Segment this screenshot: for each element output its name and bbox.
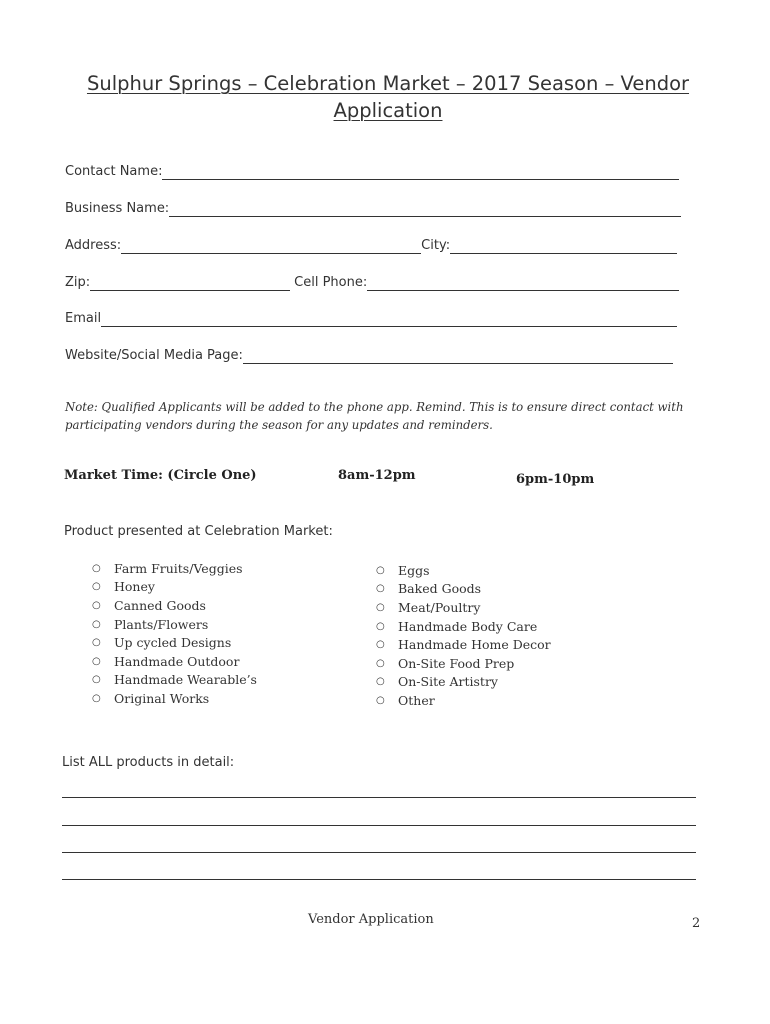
- product-label: Baked Goods: [398, 581, 482, 597]
- note-text: Note: Qualified Applicants will be added to the phone app. Remind. This is to ensure direct contact with participating vendors during the season for any updates and reminders.: [65, 400, 684, 432]
- business-name-field[interactable]: [65, 195, 681, 217]
- circle-bullet-icon: ○: [92, 618, 101, 630]
- product-label: Farm Fruits/Veggies: [114, 560, 243, 576]
- circle-bullet-icon: ○: [376, 657, 385, 669]
- product-label: Honey: [114, 579, 155, 595]
- product-label: Handmade Outdoor: [114, 653, 240, 669]
- product-label: Handmade Body Care: [398, 618, 538, 634]
- product-label: Up cycled Designs: [114, 635, 232, 651]
- circle-bullet-icon: ○: [92, 581, 101, 593]
- product-label: Eggs: [398, 562, 430, 578]
- market-time-option-morning[interactable]: 8am-12pm: [338, 468, 416, 483]
- website-line[interactable]: [243, 351, 673, 364]
- city-label: City:: [421, 238, 451, 253]
- contact-name-label: Contact Name:: [65, 164, 163, 179]
- products-list-right: [376, 561, 551, 710]
- circle-bullet-icon: ○: [92, 637, 101, 649]
- email-label: Email: [65, 311, 102, 326]
- circle-bullet-icon: ○: [92, 655, 101, 667]
- circle-bullet-icon: ○: [92, 599, 101, 611]
- product-detail-line[interactable]: [62, 879, 696, 880]
- products-list-left: [92, 559, 257, 708]
- product-label: Meat/Poultry: [398, 599, 481, 615]
- page-title: [60, 70, 716, 124]
- product-label: On-Site Food Prep: [398, 655, 515, 671]
- website-label: Website/Social Media Page:: [65, 348, 243, 363]
- page-number: 2: [692, 916, 701, 931]
- business-name-label: Business Name:: [65, 201, 170, 216]
- cell-phone-label: Cell Phone:: [294, 275, 368, 290]
- product-option[interactable]: [376, 617, 551, 636]
- circle-bullet-icon: ○: [92, 692, 101, 704]
- circle-bullet-icon: ○: [376, 583, 385, 595]
- product-label: Plants/Flowers: [114, 616, 209, 632]
- footer-text: Vendor Application: [308, 912, 434, 927]
- products-heading: Product presented at Celebration Market:: [64, 524, 333, 539]
- product-option[interactable]: [376, 673, 551, 692]
- list-products-heading: List ALL products in detail:: [62, 755, 235, 770]
- address-line[interactable]: [121, 241, 421, 254]
- product-option[interactable]: [92, 596, 257, 615]
- product-label: On-Site Artistry: [398, 674, 498, 690]
- circle-bullet-icon: ○: [92, 674, 101, 686]
- product-option[interactable]: [376, 654, 551, 673]
- product-option[interactable]: [376, 635, 551, 654]
- product-option[interactable]: [376, 598, 551, 617]
- product-option[interactable]: [376, 580, 551, 599]
- circle-bullet-icon: ○: [376, 676, 385, 688]
- product-option[interactable]: [92, 615, 257, 634]
- product-option[interactable]: [92, 578, 257, 597]
- product-label: Original Works: [114, 690, 210, 706]
- email-line[interactable]: [101, 314, 677, 327]
- product-label: Handmade Home Decor: [398, 637, 551, 653]
- circle-bullet-icon: ○: [376, 601, 385, 613]
- product-option[interactable]: [92, 671, 257, 690]
- product-option[interactable]: [92, 689, 257, 708]
- product-option[interactable]: [376, 691, 551, 710]
- circle-bullet-icon: ○: [376, 694, 385, 706]
- product-detail-line[interactable]: [62, 825, 696, 826]
- email-field[interactable]: [65, 305, 677, 327]
- zip-phone-row: [65, 269, 679, 291]
- contact-name-field[interactable]: [65, 158, 679, 180]
- title-line-1: Sulphur Springs – Celebration Market – 2017 Season – Vendor: [86, 72, 690, 95]
- business-name-line[interactable]: [169, 204, 681, 217]
- address-city-row: [65, 232, 677, 254]
- circle-bullet-icon: ○: [376, 620, 385, 632]
- contact-name-line[interactable]: [162, 167, 679, 180]
- product-option[interactable]: [92, 633, 257, 652]
- market-time-option-evening[interactable]: 6pm-10pm: [516, 472, 595, 487]
- city-line[interactable]: [450, 241, 677, 254]
- circle-bullet-icon: ○: [92, 562, 101, 574]
- product-option[interactable]: [92, 559, 257, 578]
- circle-bullet-icon: ○: [376, 639, 385, 651]
- product-label: Canned Goods: [114, 597, 206, 613]
- zip-label: Zip:: [65, 275, 91, 290]
- product-detail-line[interactable]: [62, 797, 696, 798]
- product-option[interactable]: [92, 652, 257, 671]
- cell-phone-line[interactable]: [367, 278, 679, 291]
- market-time-label: Market Time: (Circle One): [64, 468, 257, 483]
- circle-bullet-icon: ○: [376, 564, 385, 576]
- website-field[interactable]: [65, 342, 673, 364]
- product-option[interactable]: [376, 561, 551, 580]
- zip-line[interactable]: [90, 278, 290, 291]
- title-line-2: Application: [333, 99, 443, 122]
- product-label: Handmade Wearable’s: [114, 672, 257, 688]
- address-label: Address:: [65, 238, 122, 253]
- product-detail-line[interactable]: [62, 852, 696, 853]
- product-label: Other: [398, 692, 435, 708]
